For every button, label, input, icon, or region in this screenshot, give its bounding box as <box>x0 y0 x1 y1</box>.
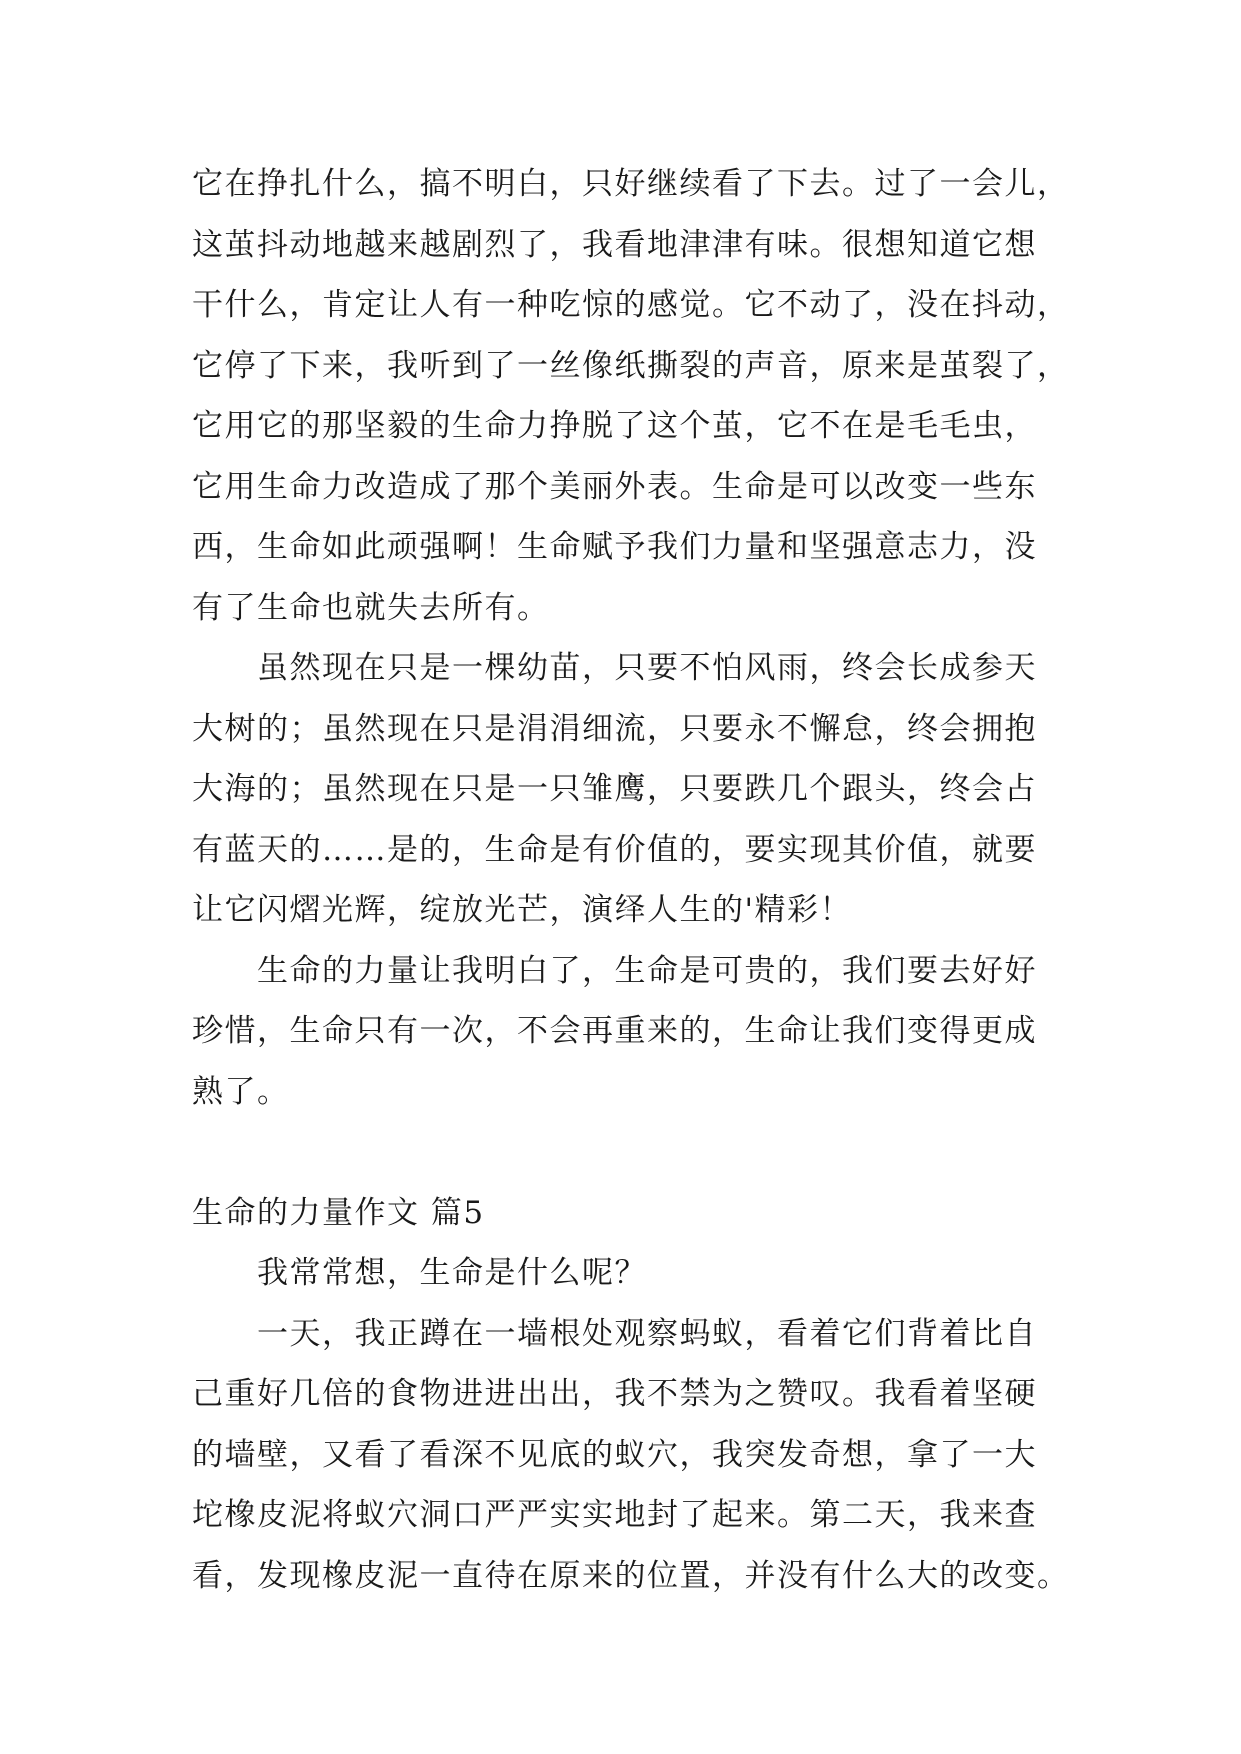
text-line: 己重好几倍的食物进进出出，我不禁为之赞叹。我看着坚硬 <box>192 1376 1037 1412</box>
paragraph-gap <box>192 1122 1062 1183</box>
text-line: 让它闪熠光辉，绽放光芒，演绎人生的'精彩！ <box>192 892 853 928</box>
text-line: 有了生命也就失去所有。 <box>192 589 550 626</box>
text-line: 它停了下来，我听到了一丝像纸撕裂的声音，原来是茧裂了， <box>192 347 1070 384</box>
text-line: 有蓝天的……是的，生命是有价值的，要实现其价值，就要 <box>192 831 1037 868</box>
text-line: 我常常想，生命是什么呢？ <box>192 1255 647 1291</box>
text-line: 大树的；虽然现在只是涓涓细流，只要永不懈怠，终会拥抱 <box>192 710 1037 747</box>
text-line: 干什么，肯定让人有一种吃惊的感觉。它不动了，没在抖动， <box>192 287 1070 323</box>
text-line: 一天，我正蹲在一墙根处观察蚂蚁，看着它们背着比自 <box>192 1315 1037 1352</box>
text-line: 坨橡皮泥将蚁穴洞口严严实实地封了起来。第二天，我来查 <box>192 1497 1037 1533</box>
document-body <box>192 154 1070 1606</box>
text-line: 珍惜，生命只有一次，不会再重来的，生命让我们变得更成 <box>192 1013 1037 1049</box>
text-line: 它用它的那坚毅的生命力挣脱了这个茧，它不在是毛毛虫， <box>192 408 1037 444</box>
text-line: 大海的；虽然现在只是一只雏鹰，只要跌几个跟头，终会占 <box>192 771 1037 807</box>
text-line: 这茧抖动地越来越剧烈了，我看地津津有味。很想知道它想 <box>192 226 1037 263</box>
text-line: 它用生命力改造成了那个美丽外表。生命是可以改变一些东 <box>192 468 1037 505</box>
text-line: 西，生命如此顽强啊！生命赋予我们力量和坚强意志力，没 <box>192 529 1037 565</box>
text-line: 生命的力量让我明白了，生命是可贵的，我们要去好好 <box>192 952 1037 989</box>
text-line: 熟了。 <box>192 1073 290 1110</box>
text-line: 看，发现橡皮泥一直待在原来的位置，并没有什么大的改变。 <box>192 1557 1070 1594</box>
section-title: 生命的力量作文 篇5 <box>192 1194 485 1231</box>
text-line: 的墙壁，又看了看深不见底的蚁穴，我突发奇想，拿了一大 <box>192 1436 1037 1473</box>
text-line: 它在挣扎什么，搞不明白，只好继续看了下去。过了一会儿， <box>192 166 1070 202</box>
text-line: 虽然现在只是一棵幼苗，只要不怕风雨，终会长成参天 <box>192 650 1037 686</box>
